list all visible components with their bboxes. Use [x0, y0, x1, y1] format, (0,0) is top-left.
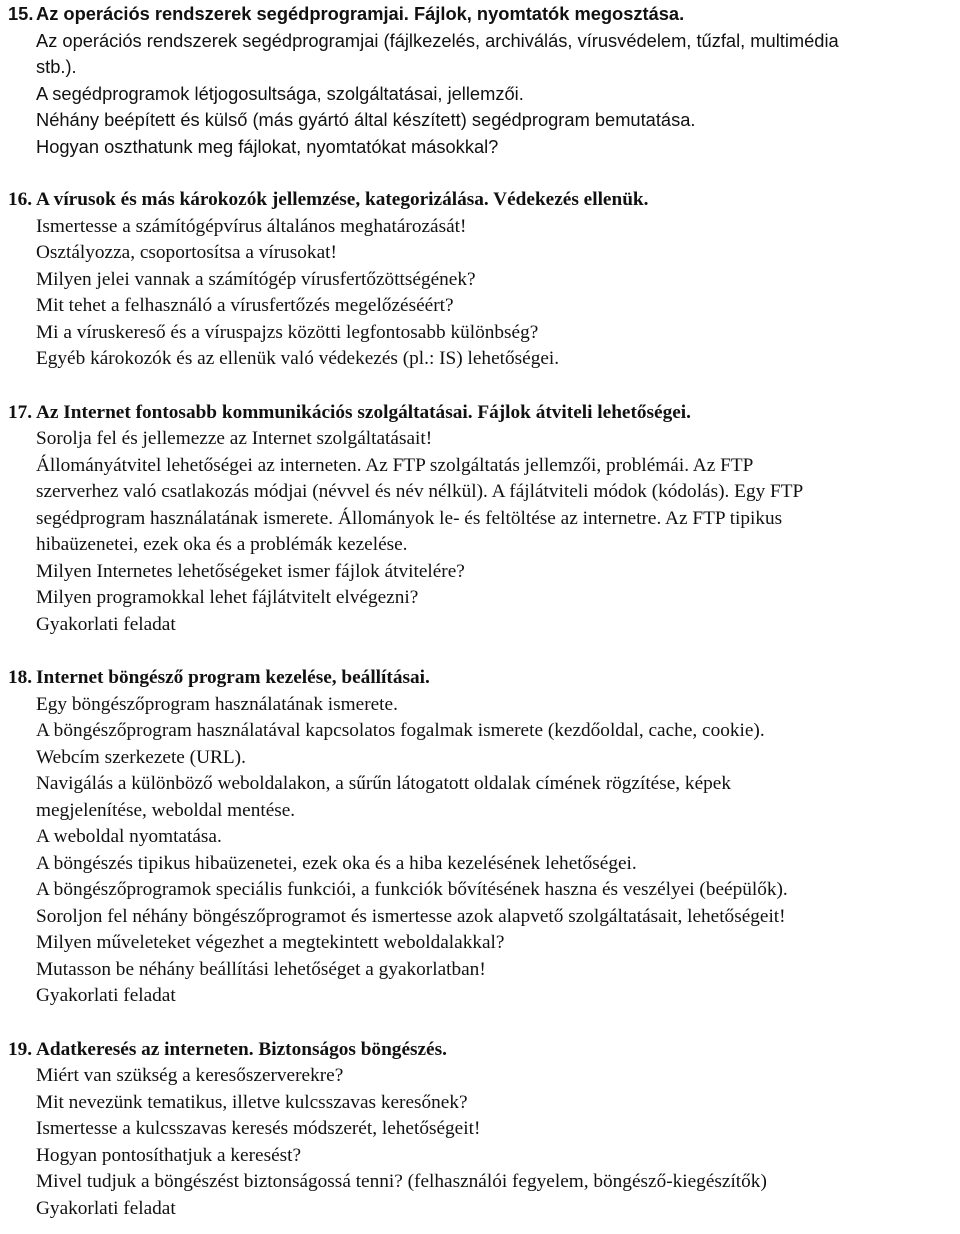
section-line: Gyakorlati feladat: [36, 613, 176, 635]
section-line: Mutasson be néhány beállítási lehetőséget a gyakorlatban!: [36, 958, 486, 980]
section-line: Milyen Internetes lehetőségeket ismer fájlok átvitelére?: [36, 560, 465, 582]
section-line: stb.).: [36, 56, 77, 77]
section-title: Az Internet fontosabb kommunikációs szolgáltatásai. Fájlok átviteli lehetőségei.: [36, 401, 691, 423]
section-line: Ismertesse a kulcsszavas keresés módszerét, lehetőségeit!: [36, 1118, 481, 1139]
section-line: A weboldal nyomtatása.: [36, 826, 222, 847]
section-line: Sorolja fel és jellemezze az Internet szolgáltatásait!: [36, 428, 433, 449]
section-line: Milyen programokkal lehet fájlátvitelt elvégezni?: [36, 587, 419, 608]
section-title: Az operációs rendszerek segédprogramjai. Fájlok, nyomtatók megosztása.: [36, 3, 685, 24]
section-title: Adatkeresés az interneten. Biztonságos böngészés.: [36, 1038, 447, 1060]
section-line: Miért van szükség a keresőszerverekre?: [36, 1065, 344, 1086]
section-line: Gyakorlati feladat: [36, 1197, 176, 1219]
section-heading: [8, 1037, 960, 1064]
section-number: 18.: [8, 667, 33, 688]
section-spacer: [8, 160, 960, 187]
section-line: Mit tehet a felhasználó a vírusfertőzés megelőzéséért?: [36, 295, 454, 316]
section-line: hibaüzenetei, ezek oka és a problémák kezelése.: [36, 534, 408, 555]
section-line: Ismertesse a számítógépvírus általános meghatározását!: [36, 215, 467, 237]
section-number: 16.: [8, 189, 33, 210]
section-spacer: [8, 1010, 960, 1037]
section-line: Egyéb károkozók és az ellenük való védekezés (pl.: IS) lehetőségei.: [36, 348, 560, 369]
section-line: A segédprogramok létjogosultsága, szolgáltatásai, jellemzői.: [36, 82, 524, 104]
section-line: Gyakorlati feladat: [36, 985, 176, 1006]
section-line: Az operációs rendszerek segédprogramjai (fájlkezelés, archiválás, vírusvédelem, tűzfal, multimédia: [36, 29, 839, 51]
section-title: Internet böngésző program kezelése, beállításai.: [36, 667, 430, 688]
section-spacer: [8, 373, 960, 400]
section-line: Állományátvitel lehetőségei az interneten. Az FTP szolgáltatás jellemzői, problémái. Az FTP: [36, 454, 754, 476]
section-heading: [8, 1, 960, 28]
section-16: [8, 187, 960, 373]
section-number: 19.: [8, 1038, 33, 1060]
section-number: 17.: [8, 401, 33, 423]
section-line: Hogyan pontosíthatjuk a keresést?: [36, 1144, 302, 1166]
section-spacer: [8, 638, 960, 665]
section-line: Navigálás a különböző weboldalakon, a sűrűn látogatott oldalak címének rögzítése, képek: [36, 773, 731, 794]
section-line: Mi a víruskereső és a víruspajzs közötti legfontosabb különbség?: [36, 321, 539, 343]
section-line: A böngészés tipikus hibaüzenetei, ezek oka és a hiba kezelésének lehetőségei.: [36, 852, 637, 874]
section-17: [8, 400, 960, 639]
section-line: Néhány beépített és külső (más gyártó által készített) segédprogram bemutatása.: [36, 109, 696, 130]
section-line: Osztályozza, csoportosítsa a vírusokat!: [36, 242, 337, 263]
section-title: A vírusok és más károkozók jellemzése, kategorizálása. Védekezés ellenük.: [36, 189, 649, 210]
section-heading: [8, 187, 960, 214]
section-19: [8, 1037, 960, 1223]
section-15: [8, 1, 960, 160]
section-heading: [8, 400, 960, 427]
section-heading: [8, 665, 960, 692]
section-line: Mit nevezünk tematikus, illetve kulcsszavas keresőnek?: [36, 1091, 468, 1113]
section-line: Mivel tudjuk a böngészést biztonságossá tenni? (felhasználói fegyelem, böngésző-kiegészítők): [36, 1171, 767, 1192]
section-line: megjelenítése, weboldal mentése.: [36, 799, 296, 821]
section-line: A böngészőprogram használatával kapcsolatos fogalmak ismerete (kezdőoldal, cache, cookie).: [36, 720, 765, 741]
section-line: Hogyan oszthatunk meg fájlokat, nyomtatókat másokkal?: [36, 135, 499, 157]
section-line: Milyen műveleteket végezhet a megtekintett weboldalakkal?: [36, 932, 505, 953]
section-18: [8, 665, 960, 1010]
section-line: Egy böngészőprogram használatának ismerete.: [36, 693, 398, 715]
section-number: 15.: [8, 3, 34, 24]
section-line: segédprogram használatának ismerete. Állományok le- és feltöltése az internetre. Az FTP tipikus: [36, 507, 783, 529]
section-line: Soroljon fel néhány böngészőprogramot és ismertesse azok alapvető szolgáltatásait, lehetőségeit!: [36, 905, 786, 927]
section-line: Webcím szerkezete (URL).: [36, 746, 246, 768]
section-line: szerverhez való csatlakozás módjai (névvel és név nélkül). A fájlátviteli módok (kódolás). Egy FTP: [36, 481, 804, 502]
section-line: A böngészőprogramok speciális funkciói, a funkciók bővítésének haszna és veszélyei (beépülők).: [36, 879, 788, 900]
section-line: Milyen jelei vannak a számítógép vírusfertőzöttségének?: [36, 268, 476, 290]
